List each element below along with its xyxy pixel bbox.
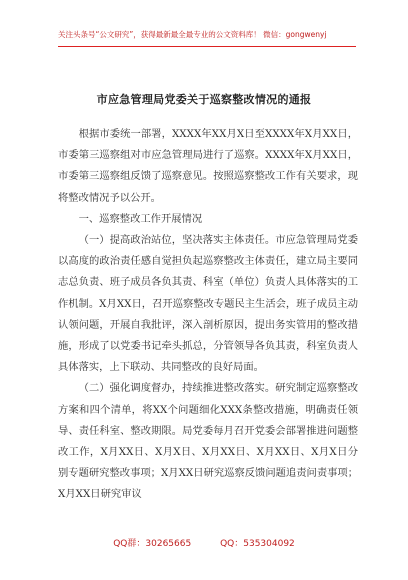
header-promo-text: 关注头条号“公文研究”，获得最新最全最专业的公文资料库！ 微信：gongwenyj [58, 30, 327, 39]
document-title: 市应急管理局党委关于巡察整改情况的通报 [96, 93, 312, 106]
body-paragraph-2: （二）强化调度督办，持续推进整改落实。研究制定巡察整改方案和四个清单，将XX个问题细化XXX条整改措施，明确责任领导、责任科室、整改期限。局党委每月召开党委会部署推进问题整改工作，X月XX日、X月X日、X月XX日、X月XX日、X月X日分别专题研究整改事项；X月XX日研究巡察反馈问题追责问责事项；X月XX日研究审议 [58, 382, 359, 501]
footer-contact [0, 536, 408, 549]
footer-qq-number: QQ：535304092 [220, 539, 295, 549]
footer-qq-group: QQ群：30265665 [113, 539, 192, 549]
document-body [58, 124, 358, 506]
section-heading: 一、巡察整改工作开展情况 [78, 212, 203, 225]
body-paragraph-1: （一）提高政治站位，坚决落实主体责任。市应急管理局党委以高度的政治责任感自觉担负起巡察整改主体责任，建立局主要同志总负责、班子成员各负其责、科室（单位）负责人具体落实的工作机制。X月XX日，召开巡察整改专题民主生活会，班子成员主动认领问题，开展自我批评，深入剖析原因，提出务实管用的整改措施，形成了以党委书记牵头抓总，分管领导各负其责，科室负责人具体落实，上下联动、共同整改的良好局面。 [58, 234, 359, 374]
header-divider [58, 46, 356, 47]
body-paragraph-intro: 根据市委统一部署，XXXX年XX月X日至XXXX年X月XX日，市委第三巡察组对市应急管理局进行了巡察。XXXX年X月XX日，市委第三巡察组反馈了巡察意见。按照巡察整改工作有关要求，现将整改情况予以公开。 [58, 128, 358, 204]
